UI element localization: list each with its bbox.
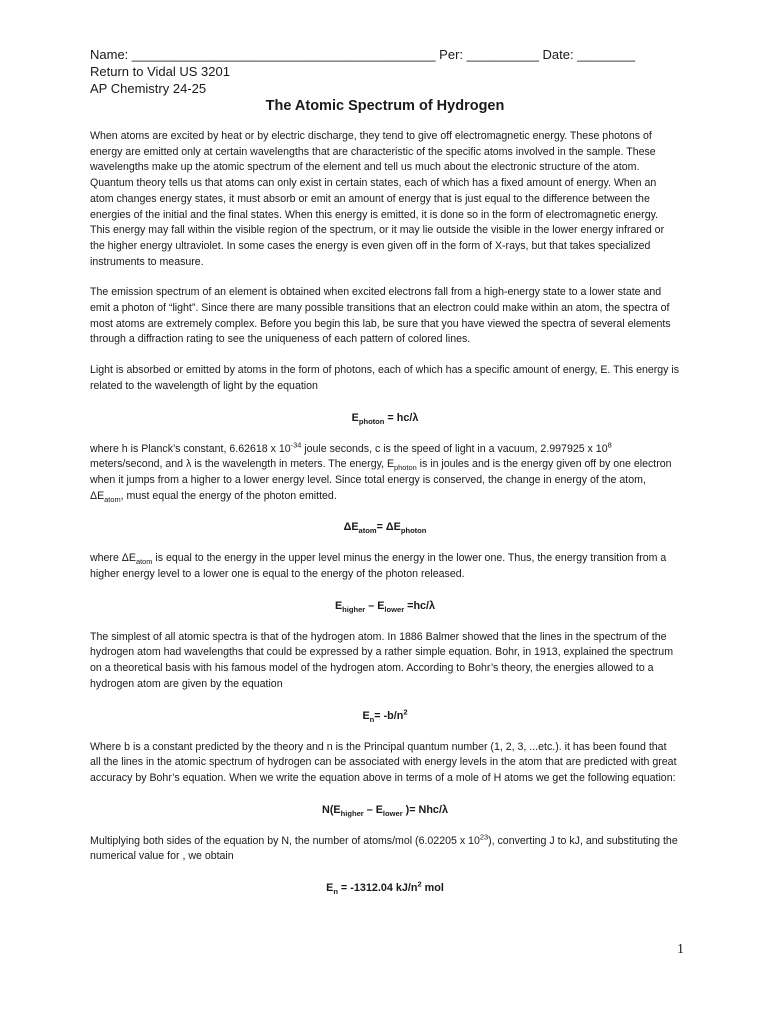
eq-text: mol (421, 882, 444, 895)
eq-text: )= Nhc/λ (402, 803, 448, 816)
paragraph-hydrogen-spectrum: The simplest of all atomic spectra is that of the hydrogen atom. In 1886 Balmer showed that the lines in the spectrum of the hydrogen atom had wavelengths that could be expressed by a rather simple equation. Bohr, in 1913, explained the spectrum on a theoretical basis with his famous model of the hydrogen atom. According to Bohr’s theory, the energies allowed to a hydrogen atom are given by the equation (90, 630, 674, 690)
equation-hydrogen-energy-value (90, 880, 680, 896)
eq-text: E (362, 709, 370, 722)
page-content (90, 46, 680, 912)
eq-subscript: lower (384, 604, 405, 614)
eq-subscript: lower (382, 808, 403, 818)
eq-text: E (351, 411, 359, 424)
subscript: atom (104, 494, 121, 504)
eq-text: = -b/n (374, 709, 404, 722)
text-run: meters/second, and λ is the wavelength in meters. The energy, E (90, 458, 395, 471)
subscript: atom (135, 557, 153, 567)
equation-mole-form (90, 802, 680, 818)
eq-subscript: atom (358, 526, 377, 536)
eq-text: E (326, 882, 334, 895)
paragraph-planck-constant (90, 442, 680, 505)
eq-superscript: 2 (417, 879, 422, 889)
text-run: where h is Planck’s constant, 6.62618 x 10 (90, 442, 291, 455)
eq-subscript: n (369, 714, 375, 724)
eq-subscript: photon (358, 416, 385, 426)
text-run: Multiplying both sides of the equation by N, the number of atoms/mol (6.02205 x 10 (90, 834, 480, 847)
eq-text: = ΔE (376, 521, 401, 534)
eq-superscript: 2 (403, 706, 408, 716)
eq-text: = hc/λ (384, 411, 419, 424)
eq-subscript: photon (400, 526, 427, 536)
text-run: ), converting J to kJ, and substituting the numerical value for , we obtain (90, 834, 678, 863)
eq-text: E (334, 599, 343, 612)
equation-level-difference (90, 598, 680, 614)
text-run: , must equal the energy of the photon emitted. (120, 489, 337, 502)
superscript: -34 (290, 440, 302, 450)
equation-energy-conservation (90, 519, 680, 535)
text-run: where ΔE (90, 552, 136, 565)
text-run: is equal to the energy in the upper level minus the energy in the lower one. Thus, the energy transition from a higher energy level to a lower one is equal to the energy of the photon released. (90, 552, 667, 581)
superscript: 23 (479, 832, 489, 842)
eq-text: – E (363, 803, 383, 816)
eq-text: – E (365, 599, 385, 612)
eq-text: N(E (322, 803, 341, 816)
eq-subscript: higher (340, 808, 364, 818)
equation-bohr-energy (90, 708, 680, 724)
course-line: AP Chemistry 24-25 (90, 81, 207, 96)
name-per-date-line: Name: __________________________________________ Per: __________ Date: ________ (90, 47, 636, 62)
paragraph-intro: When atoms are excited by heat or by electric discharge, they tend to give off electromagnetic energy. These photons of energy are emitted only at certain wavelengths that are characteristic of the specific atoms involved in the sample. These wavelengths make up the atomic spectrum of the element and tell us much about the electronic structure of the atom. Quantum theory tells us that atoms can only exist in certain states, each of which has a fixed amount of energy. When an atom changes energy states, it must absorb or emit an amount of energy that is just equal to the difference between the energies of the initial and the final states. When this energy is emitted, it is done so in the form of electromagnetic energy. This energy may fall within the visible region of the spectrum, or it may lie outside the visible in the lower energy infrared or the higher energy ultraviolet. In some cases the energy is even given off in the form of X-rays, but that takes specialized instruments to measure. (90, 130, 665, 268)
eq-subscript: n (333, 887, 338, 897)
text-run: is in joules and is the energy given off by one electron when it jumps from a higher to a lower energy level. Since total energy is conserved, the change in energy of the atom, ΔE (90, 458, 672, 502)
paragraph-avogadro (90, 834, 680, 865)
paragraph-energy-difference (90, 551, 680, 582)
page-title: The Atomic Spectrum of Hydrogen (265, 98, 505, 114)
paragraph-principal-quantum-number: Where b is a constant predicted by the theory and n is the Principal quantum number (1, 2, 3, ...etc.). it has been found that all the lines in the atomic spectrum of hydrogen can be associated with energy levels in the atom that are predicted with great accuracy by Bohr’s equation. When we write the equation above in terms of a mole of H atoms we get the following equation: (90, 740, 677, 784)
superscript: 8 (607, 440, 612, 450)
return-line: Return to Vidal US 3201 (90, 64, 230, 79)
text-run: joule seconds, c is the speed of light in a vacuum, 2.997925 x 10 (301, 442, 608, 455)
page-number: 1 (677, 942, 684, 957)
paragraph-emission-spectrum: The emission spectrum of an element is obtained when excited electrons fall from a high-energy state to a lower state and emit a photon of “light”. Since there are many possible transitions that an electron could make within an atom, the spectra of most atoms are extremely complex. Before you begin this lab, be sure that you have viewed the spectra of several elements through a diffraction rating to see the uniqueness of each pattern of colored lines. (90, 286, 671, 346)
eq-text: ΔE (343, 521, 359, 534)
eq-text: = -1312.04 kJ/n (337, 882, 418, 895)
eq-text: =hc/λ (404, 599, 436, 612)
equation-photon-energy (90, 410, 680, 426)
paragraph-photon-energy: Light is absorbed or emitted by atoms in the form of photons, each of which has a specific amount of energy, E. This energy is related to the wavelength of light by the equation (90, 364, 680, 392)
eq-subscript: higher (342, 604, 366, 614)
subscript: photon (394, 463, 417, 473)
